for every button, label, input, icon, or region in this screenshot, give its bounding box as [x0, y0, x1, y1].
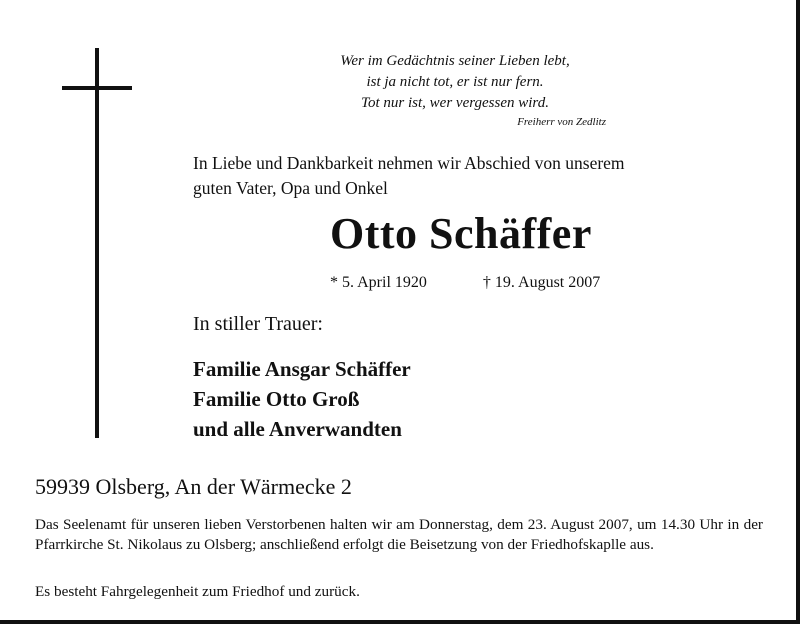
- mourners-list: [193, 354, 411, 444]
- deceased-name: Otto Schäffer: [330, 209, 592, 258]
- death-date: † 19. August 2007: [482, 274, 601, 291]
- quote-line: ist ja nicht tot, er ist nur fern.: [366, 74, 544, 90]
- quote-author: Freiherr von Zedlitz: [517, 116, 606, 128]
- cross-icon: [95, 48, 99, 438]
- quote-line: Wer im Gedächtnis seiner Lieben lebt,: [340, 53, 570, 69]
- mourner-family: Familie Otto Groß: [193, 387, 360, 411]
- cross-icon-crossbar: [62, 86, 132, 90]
- service-details: Das Seelenamt für unseren lieben Verstorbenen halten wir am Donnerstag, dem 23. August 2007, um 14.30 Uhr in der Pfarrkirche St. Nikolaus zu Olsberg; anschließend erfolgt die Beisetzung von der Friedhofskaplle aus.: [35, 516, 763, 553]
- quote-line: Tot nur ist, wer vergessen wird.: [361, 95, 549, 111]
- intro-text: [193, 151, 625, 201]
- address: 59939 Olsberg, An der Wärmecke 2: [35, 474, 352, 499]
- life-dates: [330, 274, 600, 292]
- mourner-family: Familie Ansgar Schäffer: [193, 357, 411, 381]
- transport-note: Es besteht Fahrgelegenheit zum Friedhof und zurück.: [35, 583, 360, 600]
- birth-date: * 5. April 1920: [330, 274, 427, 291]
- memorial-quote: [300, 51, 610, 114]
- mourner-family: und alle Anverwandten: [193, 417, 402, 441]
- intro-line: In Liebe und Dankbarkeit nehmen wir Abschied von unserem: [193, 153, 625, 173]
- intro-line: guten Vater, Opa und Onkel: [193, 178, 388, 198]
- mourning-label: In stiller Trauer:: [193, 313, 323, 335]
